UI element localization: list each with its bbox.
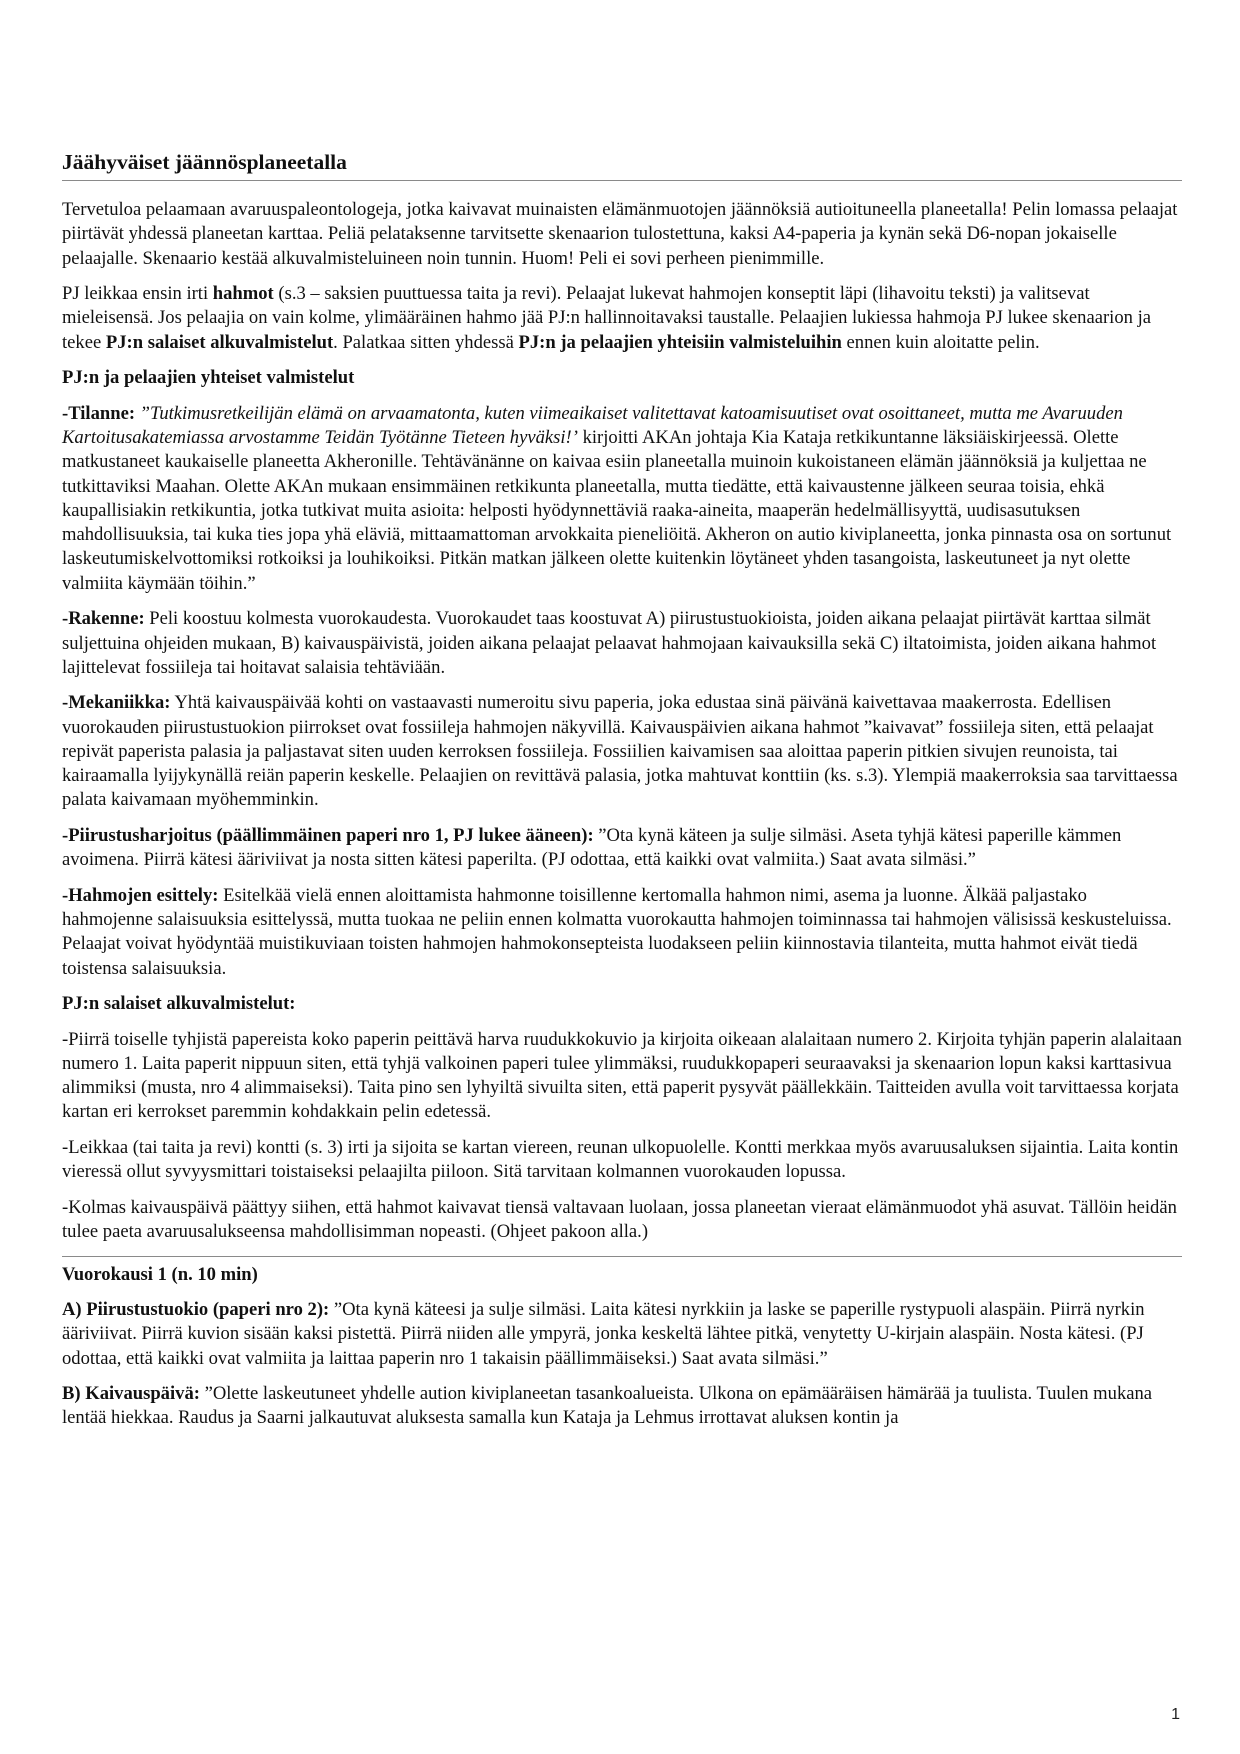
text: PJ leikkaa ensin irti	[62, 283, 213, 305]
tilanne-label: -Tilanne:	[62, 402, 136, 424]
intro-paragraph: Tervetuloa pelaamaan avaruuspaleontologeja, jotka kaivavat muinaisten elämänmuotojen jäännöksiä autioituneella planeetalla! Pelin lomassa pelaajat piirtävät yhdessä planeetan karttaa. Peliä pelataksenne tarvitsette skenaarion tulostettuna, kaksi A4-paperia ja kynän sekä D6-nopan jokaiselle pelaajalle. Skenaario kestää alkuvalmisteluineen noin tunnin. Huom! Peli ei sovi perheen pienimmille.	[62, 199, 1178, 269]
piirustus-paragraph	[62, 824, 1182, 873]
piirustus-text: ”Ota kynä käteen ja sulje silmäsi. Aseta tyhjä kätesi paperille kämmen avoimena. Piirrä kätesi ääriviivat ja nosta sitten kätesi paperilta. (PJ odottaa, että kaikki ovat valmiita.) Saat avata silmäsi.”	[62, 824, 1122, 871]
mekaniikka-text: Yhtä kaivauspäivää kohti on vastaavasti numeroitu sivu paperia, joka edustaa sinä päivänä kaivettavaa maakerrosta. Edellisen vuorokauden piirustustuokion piirrokset ovat fossiileja hahmojen näkyvillä. Kaivauspäivien aikana hahmot ”kaivavat” fossiileja siten, että pelaajat repivät paperista palasia ja paljastavat siten uuden kerroksen fossiileja. Fossiilien kaivamisen saa aloittaa paperin pitkien sivujen reunoista, tai kairaamalla lyijykynällä reiän paperin keskelle. Pelaajien on revittävä palasia, jotka mahtuvat konttiin (ks. s.3). Ylempiä maakerroksia saa tarvittaessa palata kaivamaan myöhemminkin.	[62, 692, 1178, 811]
esittely-text: Esitelkää vielä ennen aloittamista hahmonne toisillenne kertomalla hahmon nimi, asema ja luonne. Älkää paljastako hahmojenne salaisuuksia esittelyssä, mutta tuokaa ne peliin ennen kolmatta vuorokautta hahmojen toiminnassa tai hahmojen välisissä keskusteluissa. Pelaajat voivat hyödyntää muistikuviaan toisten hahmojen hahmokonsepteista luodakseen peliin kiinnostavia tilanteita, mutta hahmot eivät tiedä toistensa salaisuuksia.	[62, 884, 1172, 979]
section-heading-secret: PJ:n salaiset alkuvalmistelut:	[62, 993, 296, 1015]
text: (s.3 – saksien puuttuessa taita ja revi). Pelaajat lukevat hahmojen konseptit läpi (lihavoitu teksti) ja valitsevat mieleisensä. Jos pelaajia on vain kolme, ylimääräinen hahmo jää PJ:n hallinnoitavaksi taustalle. Pelaajien lukiessa hahmoja PJ lukee skenaarion ja tekee	[62, 283, 1151, 353]
bold-text: PJ:n salaiset alkuvalmistelut	[105, 331, 334, 353]
esittely-paragraph	[62, 884, 1182, 981]
day1-drawing-label: A) Piirustustuokio (paperi nro 2):	[62, 1299, 330, 1321]
page-number: 1	[1171, 1706, 1180, 1723]
secret-paragraph: -Piirrä toiselle tyhjistä papereista koko paperin peittävä harva ruudukkokuvio ja kirjoita oikeaan alalaitaan numero 2. Kirjoita tyhjän paperin alalaitaan numero 1. Laita paperit nippuun siten, että tyhjä valkoinen paperi tulee ylimmäksi, ruudukkopaperi seuraavaksi ja skenaarion lopun kaksi karttasivua alimmiksi (musta, nro 4 alimmaiseksi). Taita pino sen lyhyiltä sivuilta siten, että paperit pysyvät päällekkäin. Taitteiden avulla voit tarvittaessa korjata kartan eri kerrokset paremmin kohdakkain pelin edetessä.	[62, 1028, 1182, 1123]
text: . Palatkaa sitten yhdessä	[333, 331, 519, 353]
day1-drawing-paragraph	[62, 1298, 1182, 1371]
text: ennen kuin aloitatte pelin.	[841, 331, 1040, 353]
setup-paragraph	[62, 282, 1182, 355]
secret-paragraph: -Leikkaa (tai taita ja revi) kontti (s. 3) irti ja sijoita se kartan viereen, reunan ulkopuolelle. Kontti merkkaa myös avaruusaluksen sijaintia. Laita kontin vieressä ollut syvyysmittari toistaiseksi pelaajilta piiloon. Sitä tarvitaan kolmannen vuorokauden lopussa.	[62, 1136, 1179, 1183]
piirustus-label: -Piirustusharjoitus (päällimmäinen paperi nro 1, PJ lukee ääneen):	[62, 824, 594, 846]
esittely-label: -Hahmojen esittely:	[62, 884, 219, 906]
rakenne-label: -Rakenne:	[62, 608, 145, 630]
day1-dig-paragraph	[62, 1382, 1182, 1431]
bold-text: hahmot	[212, 283, 274, 305]
section-heading-common: PJ:n ja pelaajien yhteiset valmistelut	[62, 367, 355, 389]
section-heading-day1: Vuorokausi 1 (n. 10 min)	[62, 1263, 258, 1285]
section-divider	[62, 1256, 1182, 1257]
document-title: Jäähyväiset jäännösplaneetalla	[62, 148, 1182, 181]
mekaniikka-label: -Mekaniikka:	[62, 692, 171, 714]
tilanne-quote: ”Tutkimusretkeilijän elämä on arvaamatonta, kuten viimeaikaiset valitettavat katoamisuutiset ovat osoittaneet, mutta me Avaruuden Kartoitusakatemiassa arvostamme Teidän Työtänne Tieteen hyväksi!’	[62, 402, 1123, 448]
day1-dig-text: ”Olette laskeutuneet yhdelle aution kiviplaneetan tasankoalueista. Ulkona on epämääräisen hämärää ja tuulista. Tuulen mukana lentää hiekkaa. Raudus ja Saarni jalkautuvat aluksesta samalla kun Kataja ja Lehmus irrottavat aluksen kontin ja	[62, 1383, 1153, 1429]
tilanne-paragraph	[62, 402, 1182, 596]
tilanne-text: kirjoitti AKAn johtaja Kia Kataja retkikuntanne läksiäiskirjeessä. Olette matkustaneet kaukaiselle planeetta Akheronille. Tehtävänänne on kaivaa esiin planeetalla muinoin kukoistaneen elämän jäännöksiä ja kuljettaa ne tutkittaviksi Maahan. Olette AKAn mukaan ensimmäinen retkikunta planeetalla, mutta tiedätte, että kaivaustenne jälkeen seuraa toisia, ehkä kaupallisiakin retkikuntia, jotka tutkivat muita asioita: helposti hyödynnettäviä raaka-aineita, maaperän hedelmällisyyttä, uudisasutuksen mahdollisuuksia, tai kuka ties jopa yhä eläviä, mittaamattoman arvokkaita pieneliöitä. Akheron on autio kiviplaneetta, jonka pinnasta osa on sortunut laskeutumiskelvottomiksi rotkoiksi ja louhikoiksi. Pitkän matkan jälkeen olette kuitenkin löytäneet yhden tasangoista, laskeutuneet ja nyt olette valmiita käymään töihin.”	[62, 426, 1172, 594]
rakenne-text: Peli koostuu kolmesta vuorokaudesta. Vuorokaudet taas koostuvat A) piirustustuokioista, joiden aikana pelaajat piirtävät karttaa silmät suljettuina ohjeiden mukaan, B) kaivauspäivistä, joiden aikana pelaajat pelaavat hahmojaan kaivauksilla sekä C) iltatoimista, joiden aikana hahmot lajittelevat fossiileja tai hoitavat salaisia tehtäviään.	[62, 608, 1157, 678]
rakenne-paragraph	[62, 607, 1182, 680]
day1-drawing-text: ”Ota kynä käteesi ja sulje silmäsi. Laita kätesi nyrkkiin ja laske se paperille rystypuoli alaspäin. Piirrä nyrkin ääriviivat. Piirrä kuvion sisään kaksi pistettä. Piirrä niiden alle ympyrä, jonka keskeltä lähtee pitkä, venytetty U-kirjain alaspäin. Nosta kätesi. (PJ odottaa, että kaikki ovat valmiita ja laittaa paperin nro 1 takaisin päällimmäiseksi.) Saat avata silmäsi.”	[62, 1299, 1145, 1369]
document-page	[62, 148, 1182, 1442]
day1-dig-label: B) Kaivauspäivä:	[62, 1383, 200, 1405]
mekaniikka-paragraph	[62, 691, 1182, 812]
secret-paragraph: -Kolmas kaivauspäivä päättyy siihen, että hahmot kaivavat tiensä valtavaan luolaan, jossa planeetan vieraat elämänmuodot yhä asuvat. Tällöin heidän tulee paeta avaruusalukseensa mahdollisimman nopeasti. (Ohjeet pakoon alla.)	[62, 1196, 1177, 1243]
bold-text: PJ:n ja pelaajien yhteisiin valmisteluihin	[518, 331, 842, 353]
